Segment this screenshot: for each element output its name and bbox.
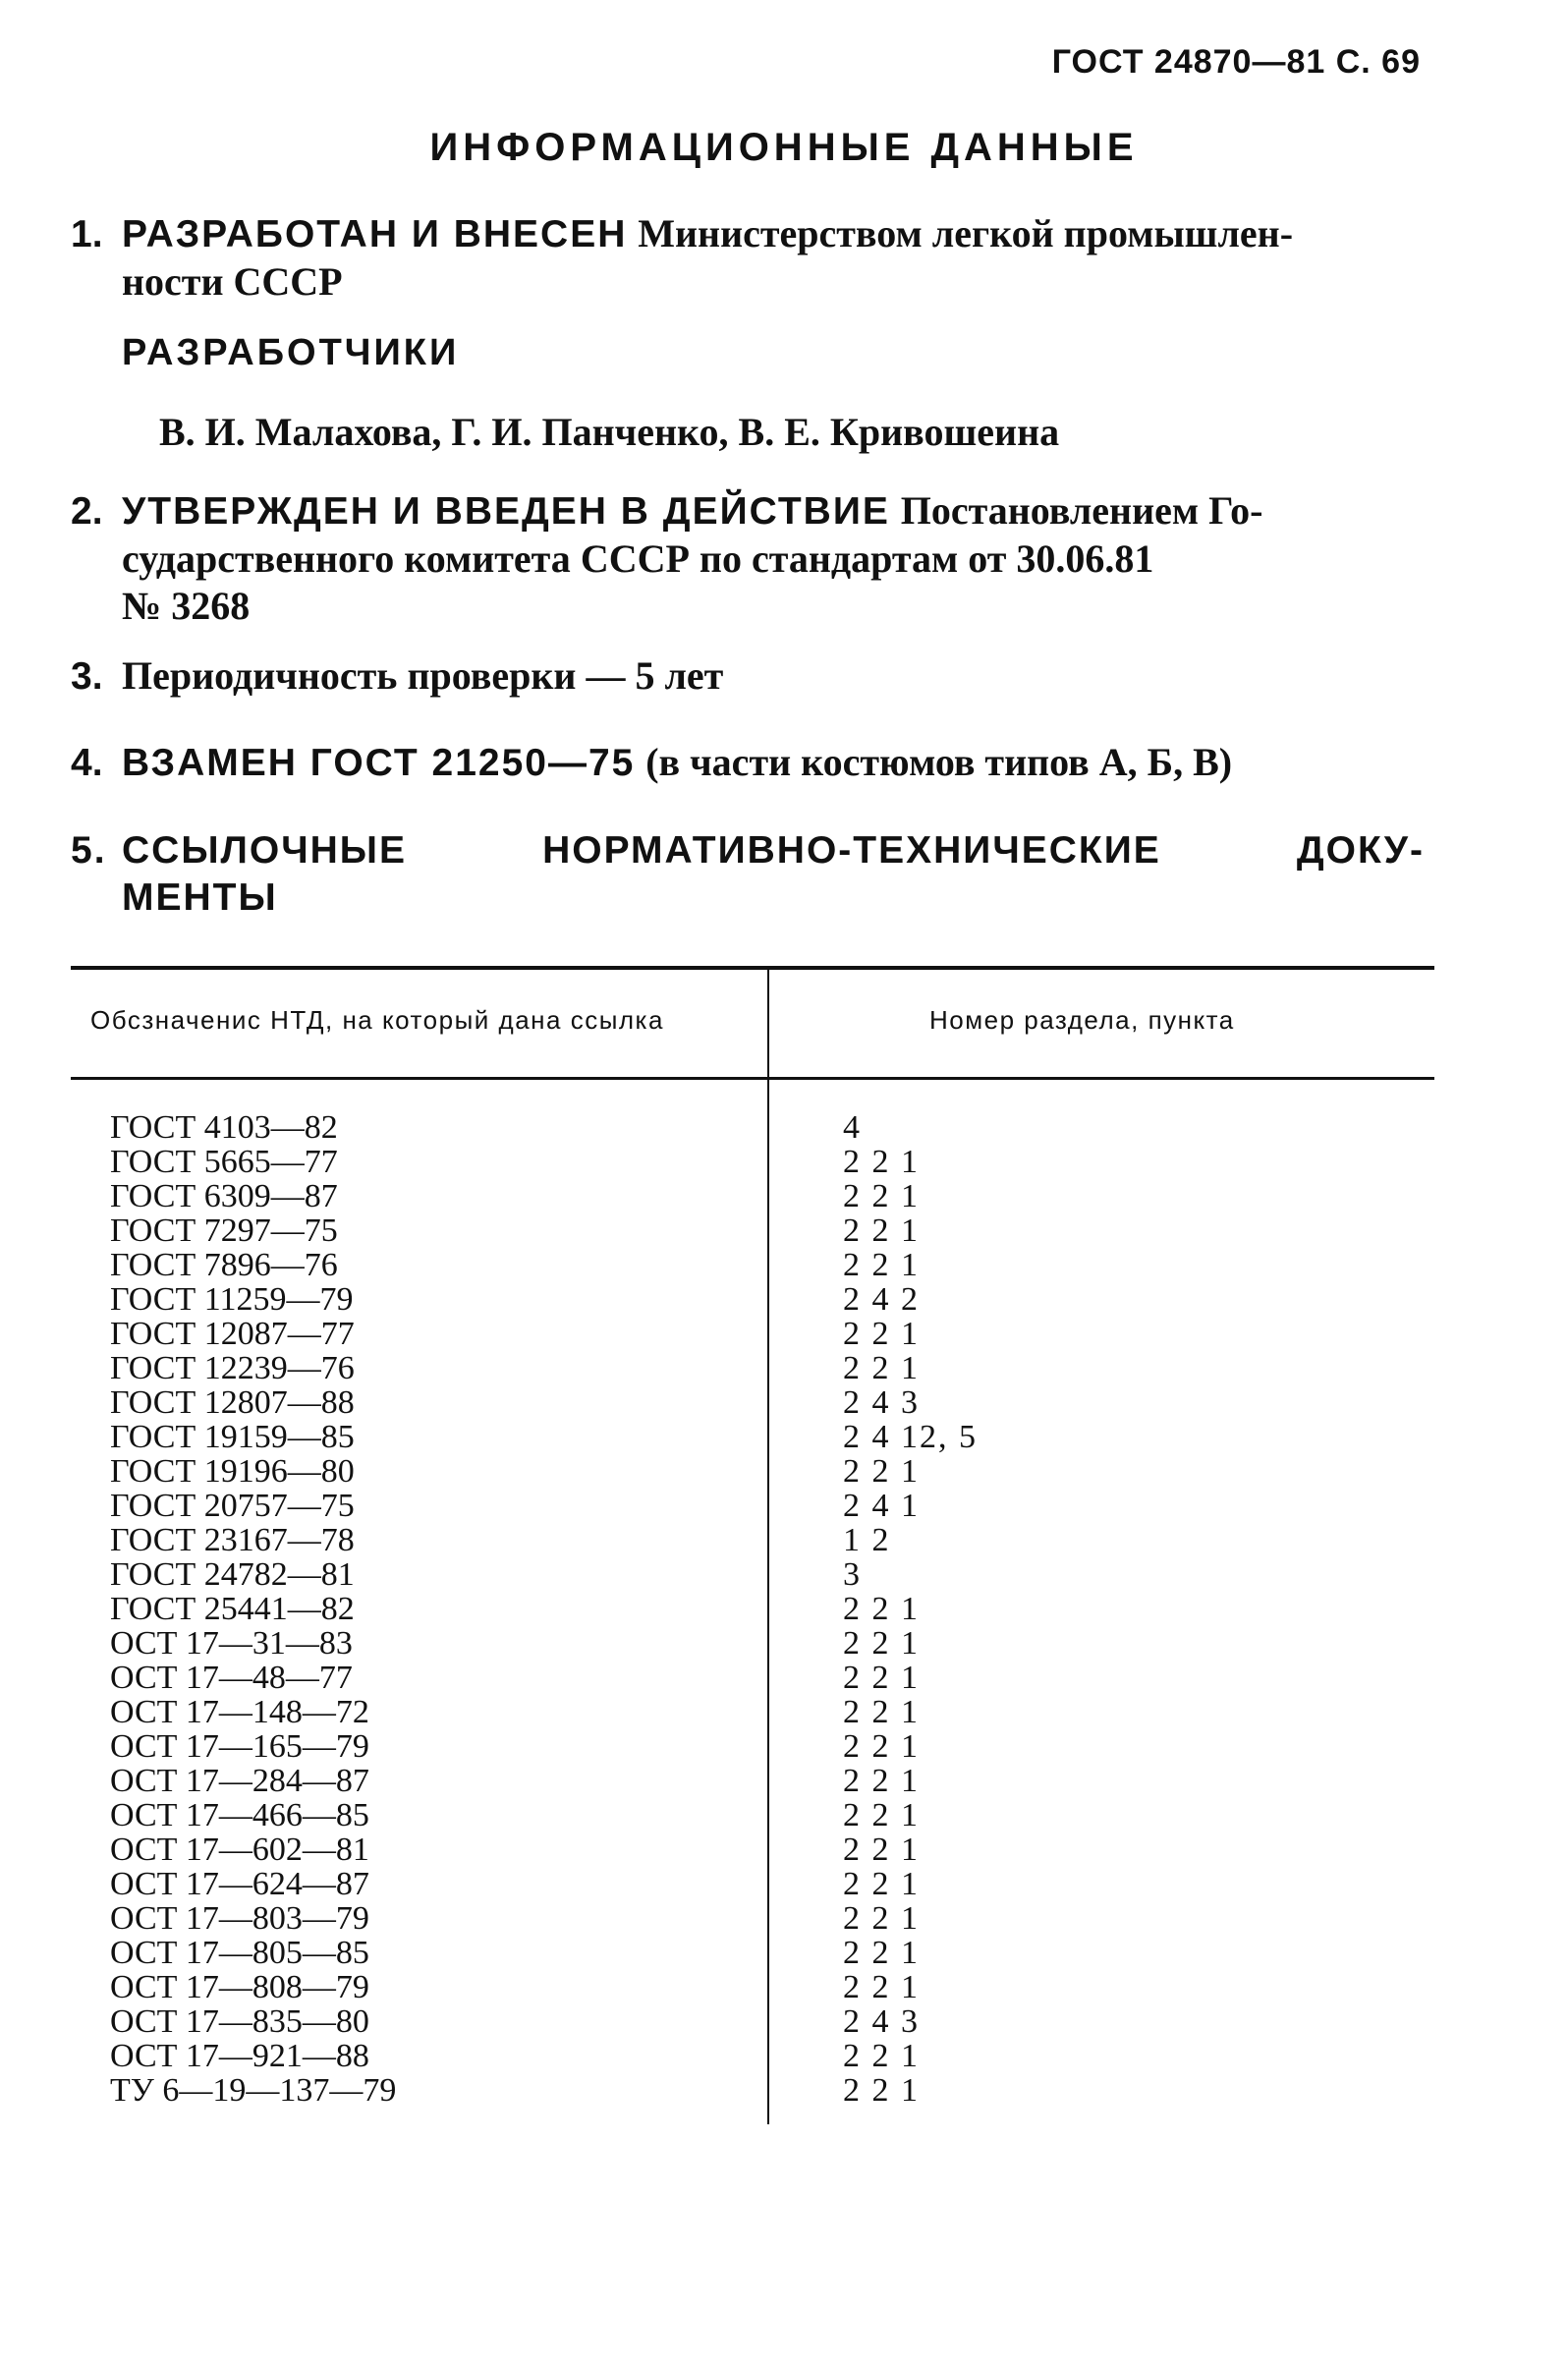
item-2-word: СССР <box>580 536 690 581</box>
table-cell-reference: 2 2 1 <box>843 1866 920 1902</box>
table-cell-document: ОСТ 17—466—85 <box>110 1797 369 1833</box>
table-cell-document: ОСТ 17—835—80 <box>110 2003 369 2040</box>
item-5-word: ДОКУ- <box>1296 829 1425 872</box>
table-cell-document: ГОСТ 25441—82 <box>110 1591 355 1627</box>
table-cell-document: ГОСТ 23167—78 <box>110 1522 355 1558</box>
table-row <box>0 1248 1568 1282</box>
table-row <box>0 1179 1568 1213</box>
item-5-word: НОРМАТИВНО-ТЕХНИЧЕСКИЕ <box>542 829 1161 872</box>
table-cell-document: ГОСТ 12239—76 <box>110 1350 355 1386</box>
item-2-lead: УТВЕРЖДЕН И ВВЕДЕН В ДЕЙСТВИЕ <box>122 490 890 533</box>
table-row <box>0 1213 1568 1248</box>
table-cell-reference: 2 2 1 <box>843 1453 920 1490</box>
table-row <box>0 1489 1568 1523</box>
table-row <box>0 1385 1568 1420</box>
table-cell-reference: 2 2 1 <box>843 1350 920 1386</box>
developers-heading: РАЗРАБОТЧИКИ <box>122 332 460 373</box>
item-4-text: (в части костюмов типов А, Б, В) <box>645 740 1233 784</box>
table-cell-reference: 2 2 1 <box>843 1900 920 1937</box>
table-row <box>0 1832 1568 1867</box>
table-cell-document: ГОСТ 24782—81 <box>110 1556 355 1593</box>
table-row <box>0 1729 1568 1764</box>
table-cell-reference: 2 2 1 <box>843 1212 920 1249</box>
item-2-word: по <box>699 536 742 581</box>
table-row <box>0 1661 1568 1695</box>
table-cell-document: ОСТ 17—921—88 <box>110 2038 369 2074</box>
developers-names: В. И. Малахова, Г. И. Панченко, В. Е. Кривошеина <box>159 410 1060 454</box>
table-cell-reference: 3 <box>843 1556 862 1593</box>
table-row <box>0 1420 1568 1454</box>
table-body <box>0 1110 1568 2108</box>
table-cell-document: ОСТ 17—284—87 <box>110 1763 369 1799</box>
item-3 <box>71 652 1425 701</box>
table-cell-reference: 2 2 1 <box>843 1694 920 1730</box>
item-2-word: сударственного <box>122 536 395 581</box>
table-cell-document: ОСТ 17—148—72 <box>110 1694 369 1730</box>
item-4-lead: ВЗАМЕН ГОСТ 21250—75 <box>122 742 636 784</box>
item-1 <box>71 210 1425 306</box>
table-row <box>0 1936 1568 1970</box>
table-cell-reference: 2 2 1 <box>843 1935 920 1971</box>
table-cell-document: ГОСТ 7896—76 <box>110 1247 338 1283</box>
table-row <box>0 1282 1568 1317</box>
table-cell-document: ОСТ 17—602—81 <box>110 1832 369 1868</box>
table-cell-reference: 2 2 1 <box>843 1591 920 1627</box>
table-cell-document: ТУ 6—19—137—79 <box>110 2072 397 2109</box>
item-2-word: стандартам <box>751 536 959 581</box>
item-3-text: Периодичность проверки — 5 лет <box>122 653 724 698</box>
page-title: ИНФОРМАЦИОННЫЕ ДАННЫЕ <box>429 126 1139 169</box>
table-cell-reference: 2 2 1 <box>843 1832 920 1868</box>
item-2-text-line2 <box>71 535 1425 583</box>
item-4 <box>71 739 1425 787</box>
table-cell-document: ОСТ 17—624—87 <box>110 1866 369 1902</box>
item-2-number: 2. <box>71 490 103 533</box>
item-5-number: 5. <box>71 829 107 872</box>
table-row <box>0 1317 1568 1351</box>
table-cell-document: ГОСТ 12087—77 <box>110 1316 355 1352</box>
table-row <box>0 1867 1568 1901</box>
table-cell-reference: 2 2 1 <box>843 1178 920 1214</box>
table-row <box>0 1764 1568 1798</box>
item-5 <box>71 827 1425 922</box>
table-cell-reference: 2 4 3 <box>843 2003 920 2040</box>
item-2 <box>71 487 1425 630</box>
table-cell-document: ГОСТ 6309—87 <box>110 1178 338 1214</box>
table-row <box>0 1523 1568 1557</box>
table-row <box>0 1592 1568 1626</box>
table-row <box>0 1351 1568 1385</box>
table-cell-reference: 2 4 3 <box>843 1384 920 1421</box>
table-cell-reference: 2 2 1 <box>843 1728 920 1765</box>
table-cell-reference: 2 2 1 <box>843 1797 920 1833</box>
table-cell-reference: 2 2 1 <box>843 1660 920 1696</box>
table-cell-reference: 2 2 1 <box>843 1969 920 2005</box>
item-3-number: 3. <box>71 655 103 698</box>
table-cell-document: ГОСТ 19196—80 <box>110 1453 355 1490</box>
table-cell-reference: 2 4 2 <box>843 1281 920 1318</box>
table-cell-reference: 2 4 12, 5 <box>843 1419 978 1455</box>
item-1-text-line1: Министерством легкой промышлен- <box>638 211 1294 255</box>
table-header-right: Номер раздела, пункта <box>929 1005 1235 1035</box>
table-row <box>0 2073 1568 2108</box>
table-cell-document: ГОСТ 20757—75 <box>110 1488 355 1524</box>
table-row <box>0 1557 1568 1592</box>
table-cell-document: ГОСТ 12807—88 <box>110 1384 355 1421</box>
item-4-number: 4. <box>71 742 103 784</box>
table-cell-reference: 2 2 1 <box>843 1316 920 1352</box>
item-2-text-line3: № 3268 <box>122 584 251 628</box>
item-5-line2: МЕНТЫ <box>122 876 278 919</box>
table-header-left: Обсзначенис НТД, на который дана ссылка <box>90 1005 664 1035</box>
table-row <box>0 1798 1568 1832</box>
table-cell-reference: 4 <box>843 1109 862 1146</box>
table-cell-reference: 2 2 1 <box>843 1144 920 1180</box>
table-cell-document: ОСТ 17—165—79 <box>110 1728 369 1765</box>
table-row <box>0 1695 1568 1729</box>
table-row <box>0 1901 1568 1936</box>
table-cell-reference: 2 2 1 <box>843 1763 920 1799</box>
table-row <box>0 1454 1568 1489</box>
table-cell-document: ГОСТ 7297—75 <box>110 1212 338 1249</box>
table-cell-document: ОСТ 17—48—77 <box>110 1660 353 1696</box>
table-cell-reference: 2 2 1 <box>843 2038 920 2074</box>
table-cell-document: ОСТ 17—31—83 <box>110 1625 353 1662</box>
item-2-word: 30.06.81 <box>1016 536 1154 581</box>
item-1-number: 1. <box>71 213 103 255</box>
table-row <box>0 2039 1568 2073</box>
table-cell-document: ОСТ 17—803—79 <box>110 1900 369 1937</box>
table-row <box>0 1970 1568 2004</box>
table-cell-document: ГОСТ 19159—85 <box>110 1419 355 1455</box>
table-top-rule <box>71 966 1434 970</box>
table-row <box>0 1110 1568 1145</box>
running-head: ГОСТ 24870—81 С. 69 <box>1051 43 1421 81</box>
item-5-word: 5. ССЫЛОЧНЫЕ <box>71 827 407 874</box>
table-cell-document: ГОСТ 4103—82 <box>110 1109 338 1146</box>
table-cell-reference: 2 2 1 <box>843 1247 920 1283</box>
table-row <box>0 2004 1568 2039</box>
item-1-lead: РАЗРАБОТАН И ВНЕСЕН <box>122 213 628 255</box>
table-cell-reference: 1 2 <box>843 1522 891 1558</box>
table-cell-document: ГОСТ 11259—79 <box>110 1281 354 1318</box>
table-row <box>0 1626 1568 1661</box>
item-2-word: от <box>968 536 1007 581</box>
table-cell-reference: 2 2 1 <box>843 1625 920 1662</box>
table-cell-document: ГОСТ 5665—77 <box>110 1144 338 1180</box>
table-cell-document: ОСТ 17—808—79 <box>110 1969 369 2005</box>
table-cell-reference: 2 4 1 <box>843 1488 920 1524</box>
table-cell-reference: 2 2 1 <box>843 2072 920 2109</box>
table-header-rule <box>71 1077 1434 1080</box>
item-1-text-line2: ности СССР <box>122 259 343 304</box>
item-2-word: комитета <box>404 536 571 581</box>
item-2-text-line1: Постановлением Го- <box>900 488 1263 533</box>
table-cell-document: ОСТ 17—805—85 <box>110 1935 369 1971</box>
item-5-line1 <box>71 827 1425 874</box>
table-row <box>0 1145 1568 1179</box>
